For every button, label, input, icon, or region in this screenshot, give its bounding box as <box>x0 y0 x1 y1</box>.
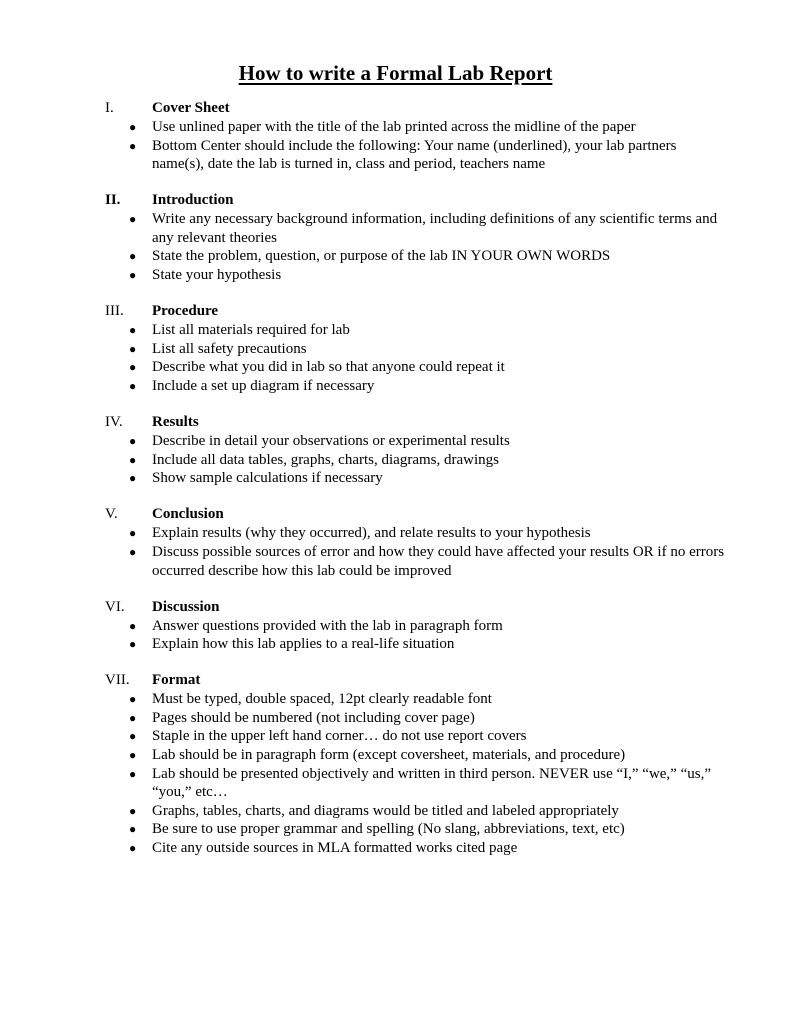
bullet-icon: ● <box>129 323 137 338</box>
section-header <box>105 505 725 524</box>
section-heading: Format <box>152 672 201 689</box>
section-heading: Results <box>152 414 199 431</box>
bullet-icon: ● <box>129 710 137 725</box>
bullet-icon: ● <box>129 138 137 153</box>
section-header <box>105 99 725 118</box>
list-item: ● Describe in detail your observations or experimental results <box>105 432 725 451</box>
list-item: ● Write any necessary background information, including definitions of any scientific terms and any relevant theories <box>105 210 725 247</box>
section-discussion <box>105 598 725 654</box>
section-heading: Discussion <box>152 598 220 615</box>
list-item: ● Include all data tables, graphs, charts, diagrams, drawings <box>105 451 725 470</box>
bullet-icon: ● <box>129 526 137 541</box>
bullet-icon: ● <box>129 378 137 393</box>
section-format <box>105 671 725 857</box>
bullet-list <box>105 690 725 857</box>
bullet-icon: ● <box>129 766 137 781</box>
list-item: ● Show sample calculations if necessary <box>105 469 725 488</box>
section-numeral: VII. <box>105 672 130 689</box>
list-item: ● Include a set up diagram if necessary <box>105 377 725 396</box>
bullet-list <box>105 432 725 488</box>
section-cover-sheet <box>105 99 725 174</box>
list-item: ● Explain results (why they occurred), and relate results to your hypothesis <box>105 524 725 543</box>
list-item: ● Must be typed, double spaced, 12pt clearly readable font <box>105 690 725 709</box>
bullet-icon: ● <box>129 729 137 744</box>
bullet-list <box>105 321 725 395</box>
list-item: ● Be sure to use proper grammar and spelling (No slang, abbreviations, text, etc) <box>105 820 725 839</box>
section-results <box>105 413 725 488</box>
list-item: ● Lab should be in paragraph form (except coversheet, materials, and procedure) <box>105 746 725 765</box>
bullet-icon: ● <box>129 268 137 283</box>
section-heading: Introduction <box>152 192 234 209</box>
section-numeral: III. <box>105 303 124 320</box>
bullet-icon: ● <box>129 360 137 375</box>
list-item: ● State your hypothesis <box>105 266 725 285</box>
list-item: ● State the problem, question, or purpose of the lab IN YOUR OWN WORDS <box>105 247 725 266</box>
bullet-list <box>105 210 725 284</box>
bullet-icon: ● <box>129 249 137 264</box>
section-numeral: II. <box>105 192 121 209</box>
list-item: ● List all materials required for lab <box>105 321 725 340</box>
section-header <box>105 671 725 690</box>
section-numeral: IV. <box>105 414 123 431</box>
section-conclusion <box>105 505 725 580</box>
list-item: ● Answer questions provided with the lab in paragraph form <box>105 617 725 636</box>
bullet-icon: ● <box>129 341 137 356</box>
bullet-icon: ● <box>129 822 137 837</box>
bullet-icon: ● <box>129 544 137 559</box>
document-title: How to write a Formal Lab Report <box>238 61 553 85</box>
list-item: ● Discuss possible sources of error and how they could have affected your results OR if no errors occurred describe how this lab could be improved <box>105 543 725 580</box>
bullet-icon: ● <box>129 434 137 449</box>
list-item: ● Describe what you did in lab so that anyone could repeat it <box>105 358 725 377</box>
list-item: ● Graphs, tables, charts, and diagrams would be titled and labeled appropriately <box>105 802 725 821</box>
list-item: ● Pages should be numbered (not including cover page) <box>105 709 725 728</box>
bullet-icon: ● <box>129 841 137 856</box>
bullet-list <box>105 524 725 580</box>
bullet-icon: ● <box>129 120 137 134</box>
bullet-icon: ● <box>129 692 137 707</box>
bullet-icon: ● <box>129 212 137 227</box>
list-item: ● Bottom Center should include the following: Your name (underlined), your lab partners name(s), date the lab is turned in, class and period, teachers name <box>105 137 725 174</box>
section-header <box>105 413 725 432</box>
section-heading: Conclusion <box>152 506 224 523</box>
list-item: ● Explain how this lab applies to a real-life situation <box>105 635 725 654</box>
section-numeral: I. <box>105 100 114 116</box>
bullet-icon: ● <box>129 471 137 486</box>
section-header <box>105 598 725 617</box>
bullet-list <box>105 617 725 654</box>
section-list <box>105 99 725 875</box>
section-heading: Procedure <box>152 303 219 320</box>
bullet-icon: ● <box>129 452 137 467</box>
bullet-icon: ● <box>129 803 137 818</box>
bullet-icon: ● <box>129 637 137 652</box>
section-procedure <box>105 302 725 395</box>
section-heading: Cover Sheet <box>152 100 230 116</box>
list-item: ● Staple in the upper left hand corner… do not use report covers <box>105 727 725 746</box>
section-header <box>105 302 725 321</box>
section-header <box>105 191 725 210</box>
bullet-icon: ● <box>129 618 137 633</box>
section-introduction <box>105 191 725 284</box>
section-numeral: VI. <box>105 598 125 615</box>
bullet-list <box>105 118 725 174</box>
list-item: ● Cite any outside sources in MLA formatted works cited page <box>105 839 725 858</box>
list-item: ● Use unlined paper with the title of the lab printed across the midline of the paper <box>105 118 725 137</box>
list-item: ● List all safety precautions <box>105 340 725 359</box>
list-item: ● Lab should be presented objectively and written in third person. NEVER use “I,” “we,” “us,” “you,” etc… <box>105 765 725 802</box>
bullet-icon: ● <box>129 748 137 763</box>
section-numeral: V. <box>105 506 118 523</box>
